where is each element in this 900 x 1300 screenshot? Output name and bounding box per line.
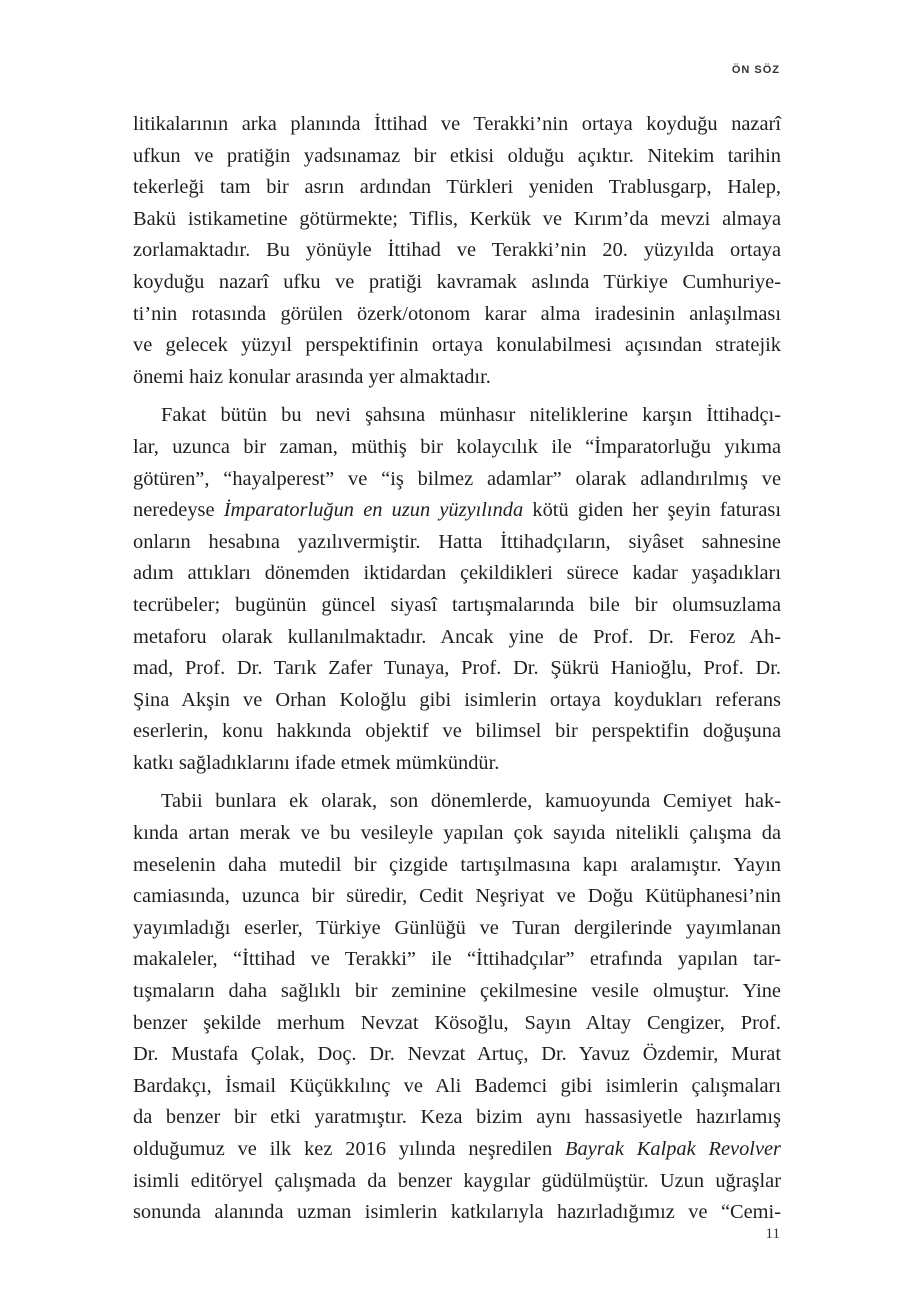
text-segment: eserlerin, konu hakkında objektif ve bilimsel bir perspektifin doğuşuna [133, 720, 781, 743]
text-line [133, 432, 781, 464]
text-line [133, 172, 781, 204]
text-line [133, 748, 781, 780]
text-line [133, 944, 781, 976]
text-segment: ti’nin rotasında görülen özerk/otonom karar alma iradesinin anlaşılması [133, 302, 781, 325]
text-segment: koyduğu nazarî ufku ve pratiği kavramak aslında Türkiye Cumhuriye- [133, 270, 781, 293]
text-line [133, 1197, 781, 1229]
text-line [133, 818, 781, 850]
page-number: 11 [765, 1226, 780, 1242]
text-line [133, 204, 781, 236]
text-segment: tecrübeler; bugünün güncel siyasî tartışmalarında bile bir olumsuzlama [133, 593, 781, 616]
text-line [133, 558, 781, 590]
text-line [133, 109, 781, 141]
text-line [133, 685, 781, 717]
text-line [133, 330, 781, 362]
text-segment: adım attıkları dönemden iktidardan çekildikleri sürece kadar yaşadıkları [133, 562, 781, 585]
text-segment: benzer şekilde merhum Nevzat Kösoğlu, Sayın Altay Cengizer, Prof. [133, 1011, 781, 1034]
text-segment: makaleler, “İttihad ve Terakki” ile “İttihadçılar” etrafında yapılan tar- [133, 948, 781, 971]
text-segment: yayımladığı eserler, Türkiye Günlüğü ve Turan dergilerinde yayımlanan [133, 916, 781, 939]
text-segment: litikalarının arka planında İttihad ve Terakki’nin ortaya koyduğu nazarî [133, 113, 781, 135]
paragraph [133, 400, 781, 779]
text-line [133, 913, 781, 945]
text-line [133, 299, 781, 331]
text-segment: Bardakçı, İsmail Küçükkılınç ve Ali Bademci gibi isimlerin çalışmaları [133, 1074, 781, 1097]
text-segment: onların hesabına yazılıvermiştir. Hatta İttihadçıların, siyâset sahnesine [133, 530, 781, 553]
text-segment: meselenin daha mutedil bir çizgide tartışılmasına kapı aralamıştır. Yayın [133, 853, 781, 876]
paragraph [133, 109, 781, 393]
text-line [133, 1008, 781, 1040]
body-text [133, 109, 781, 1229]
text-line [133, 1166, 781, 1198]
text-line [133, 850, 781, 882]
text-segment: Bakü istikametine götürmekte; Tiflis, Kerkük ve Kırım’da mevzi almaya [133, 207, 781, 230]
text-segment: Tabii bunlara ek olarak, son dönemlerde, kamuoyunda Cemiyet hak- [161, 790, 781, 813]
text-segment: kötü giden her şeyin faturası [523, 499, 781, 522]
text-segment: olduğumuz ve ilk kez 2016 yılında neşredilen [133, 1138, 566, 1160]
text-segment: götüren”, “hayalperest” ve “iş bilmez adamlar” olarak adlandırılmış ve [133, 467, 781, 490]
text-line [133, 400, 781, 432]
text-segment: zorlamaktadır. Bu yönüyle İttihad ve Terakki’nin 20. yüzyılda ortaya [133, 239, 781, 262]
text-line [133, 1039, 781, 1071]
text-line [133, 1102, 781, 1134]
text-segment: sonunda alanında uzman isimlerin katkılarıyla hazırladığımız ve “Cemi- [133, 1201, 781, 1224]
text-line [133, 786, 781, 818]
text-segment: isimli editöryel çalışmada da benzer kaygılar güdülmüştür. Uzun uğraşlar [133, 1169, 781, 1192]
text-line [133, 141, 781, 173]
text-segment: camiasında, uzunca bir süredir, Cedit Neşriyat ve Doğu Kütüphanesi’nin [133, 885, 781, 908]
text-segment: Şina Akşin ve Orhan Koloğlu gibi isimlerin ortaya koydukları referans [133, 688, 781, 711]
text-line [133, 464, 781, 496]
text-segment: mad, Prof. Dr. Tarık Zafer Tunaya, Prof. Dr. Şükrü Hanioğlu, Prof. Dr. [133, 657, 781, 680]
text-segment: neredeyse [133, 499, 224, 522]
text-line [133, 235, 781, 267]
text-line [133, 716, 781, 748]
running-head: ÖN SÖZ [731, 64, 780, 76]
text-line [133, 1071, 781, 1103]
text-line [133, 976, 781, 1008]
paragraph [133, 786, 781, 1228]
text-segment: da benzer bir etki yaratmıştır. Keza bizim aynı hassasiyetle hazırlamış [133, 1106, 781, 1129]
text-segment: katkı sağladıklarını ifade etmek mümkündür. [133, 751, 500, 774]
text-segment: tekerleği tam bir asrın ardından Türkleri yeniden Trablusgarp, Halep, [133, 176, 781, 199]
text-segment: lar, uzunca bir zaman, müthiş bir kolaycılık ile “İmparatorluğu yıkıma [133, 435, 781, 458]
text-line [133, 495, 781, 527]
text-segment: Fakat bütün bu nevi şahsına münhasır niteliklerine karşın İttihadçı- [161, 404, 781, 427]
text-line [133, 267, 781, 299]
text-line [133, 590, 781, 622]
text-segment: ve gelecek yüzyıl perspektifinin ortaya konulabilmesi açısından stratejik [133, 334, 781, 357]
text-segment: önemi haiz konular arasında yer almaktadır. [133, 365, 491, 388]
text-line [133, 622, 781, 654]
text-segment: ufkun ve pratiğin yadsınamaz bir etkisi olduğu açıktır. Nitekim tarihin [133, 144, 781, 167]
text-line [133, 362, 781, 394]
text-segment: metaforu olarak kullanılmaktadır. Ancak yine de Prof. Dr. Feroz Ah- [133, 625, 781, 648]
text-line [133, 527, 781, 559]
text-line [133, 653, 781, 685]
text-segment: Dr. Mustafa Çolak, Doç. Dr. Nevzat Artuç, Dr. Yavuz Özdemir, Murat [133, 1043, 781, 1066]
italic-title: İmparatorluğun en uzun yüzyılında [223, 499, 524, 522]
text-segment: tışmaların daha sağlıklı bir zeminine çekilmesine vesile olmuştur. Yine [133, 980, 781, 1003]
italic-title: Bayrak Kalpak Revolver [565, 1138, 781, 1160]
text-segment: kında artan merak ve bu vesileyle yapılan çok sayıda nitelikli çalışma da [133, 822, 781, 845]
text-line [133, 881, 781, 913]
text-line [133, 1134, 781, 1166]
